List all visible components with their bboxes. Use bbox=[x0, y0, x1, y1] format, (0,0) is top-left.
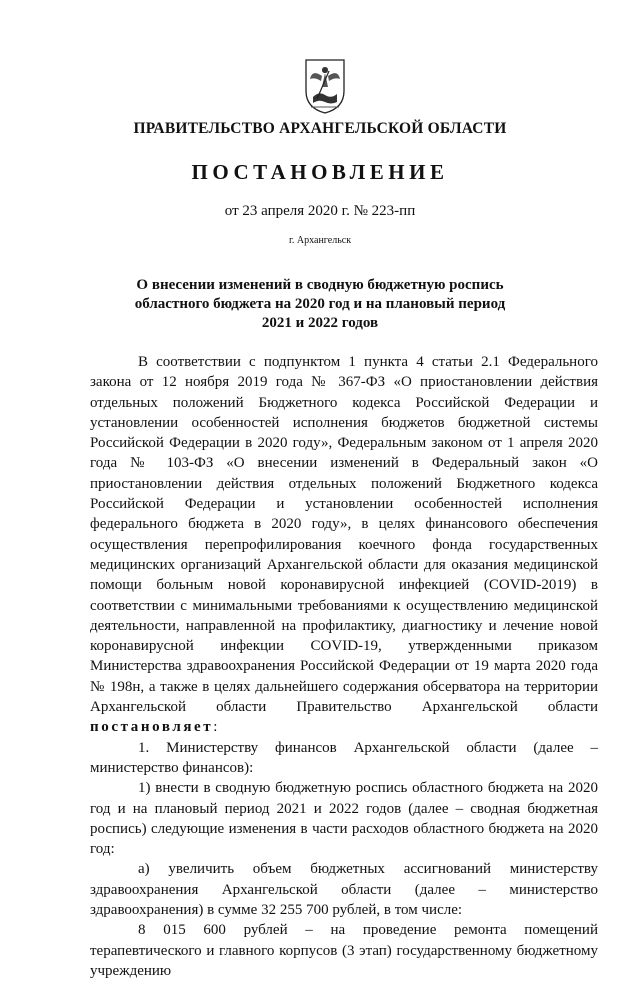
decree-colon: : bbox=[213, 719, 218, 736]
document-date-number: от 23 апреля 2020 г. № 223-пп bbox=[224, 203, 416, 219]
item-1-1-paragraph: 1) внести в сводную бюджетную роспись областного бюджета на 2020 год и на плановый период 2021 и 2022 годов (далее – сводная бюджетная роспись) следующие изменения в части расходов областного бюджета на 2020 год: bbox=[90, 780, 598, 858]
title-line-3: 2021 и 2022 годов bbox=[261, 315, 379, 331]
coat-of-arms-icon bbox=[303, 57, 347, 115]
item-1-paragraph: 1. Министерству финансов Архангельской области (далее – министерство финансов): bbox=[90, 739, 598, 776]
title-line-2: областного бюджета на 2020 год и на плановый период bbox=[134, 296, 506, 312]
preamble-text: В соответствии с подпунктом 1 пункта 4 статьи 2.1 Федерального закона от 12 ноября 2019 года № 367-ФЗ «О приостановлении действия отдельных положений Бюджетного кодекса Российской Федерации и установлении особенностей исполнения бюджетов бюджетной системы Российской Федерации в 2020 году», Федеральным законом от 1 апреля 2020 года № 103-ФЗ «О внесении изменений в Федеральный закон «О приостановлении действия отдельных положений Бюджетного кодекса Российской Федерации и установлении особенностей исполнения федерального бюджета в 2020 году», в целях финансового обеспечения осуществления перепрофилирования коечного фонда государственных медицинских организаций Архангельской области для оказания медицинской помощи больным новой коронавирусной инфекцией (COVID-2019) в соответствии с минимальными требованиями к осуществлению медицинской деятельности, направленной на профилактику, диагностику и лечение новой коронавирусной инфекции COVID-19, утвержденными приказом Министерства здравоохранения Российской Федерации от 19 марта 2020 года № 198н, а также в целях дальнейшего содержания обсерватора на территории Архангельской области Правительство Архангельской области bbox=[90, 354, 598, 716]
document-body bbox=[90, 352, 598, 981]
decree-word: постановляет bbox=[90, 719, 214, 736]
document-type: ПОСТАНОВЛЕНИЕ bbox=[191, 160, 449, 184]
amount-paragraph: 8 015 600 рублей – на проведение ремонта помещений терапевтического и главного корпусов (3 этап) государственному бюджетному учреждению bbox=[90, 922, 598, 979]
item-1-1-a-paragraph: а) увеличить объем бюджетных ассигнований министерству здравоохранения Архангельской области (далее – министерство здравоохранения) в сумме 32 255 700 рублей, в том числе: bbox=[90, 861, 598, 919]
document-title bbox=[0, 276, 640, 333]
preamble-paragraph bbox=[90, 352, 598, 738]
organization-name: ПРАВИТЕЛЬСТВО АРХАНГЕЛЬСКОЙ ОБЛАСТИ bbox=[133, 120, 507, 137]
title-line-1: О внесении изменений в сводную бюджетную роспись bbox=[136, 277, 504, 293]
document-city: г. Архангельск bbox=[288, 235, 352, 246]
